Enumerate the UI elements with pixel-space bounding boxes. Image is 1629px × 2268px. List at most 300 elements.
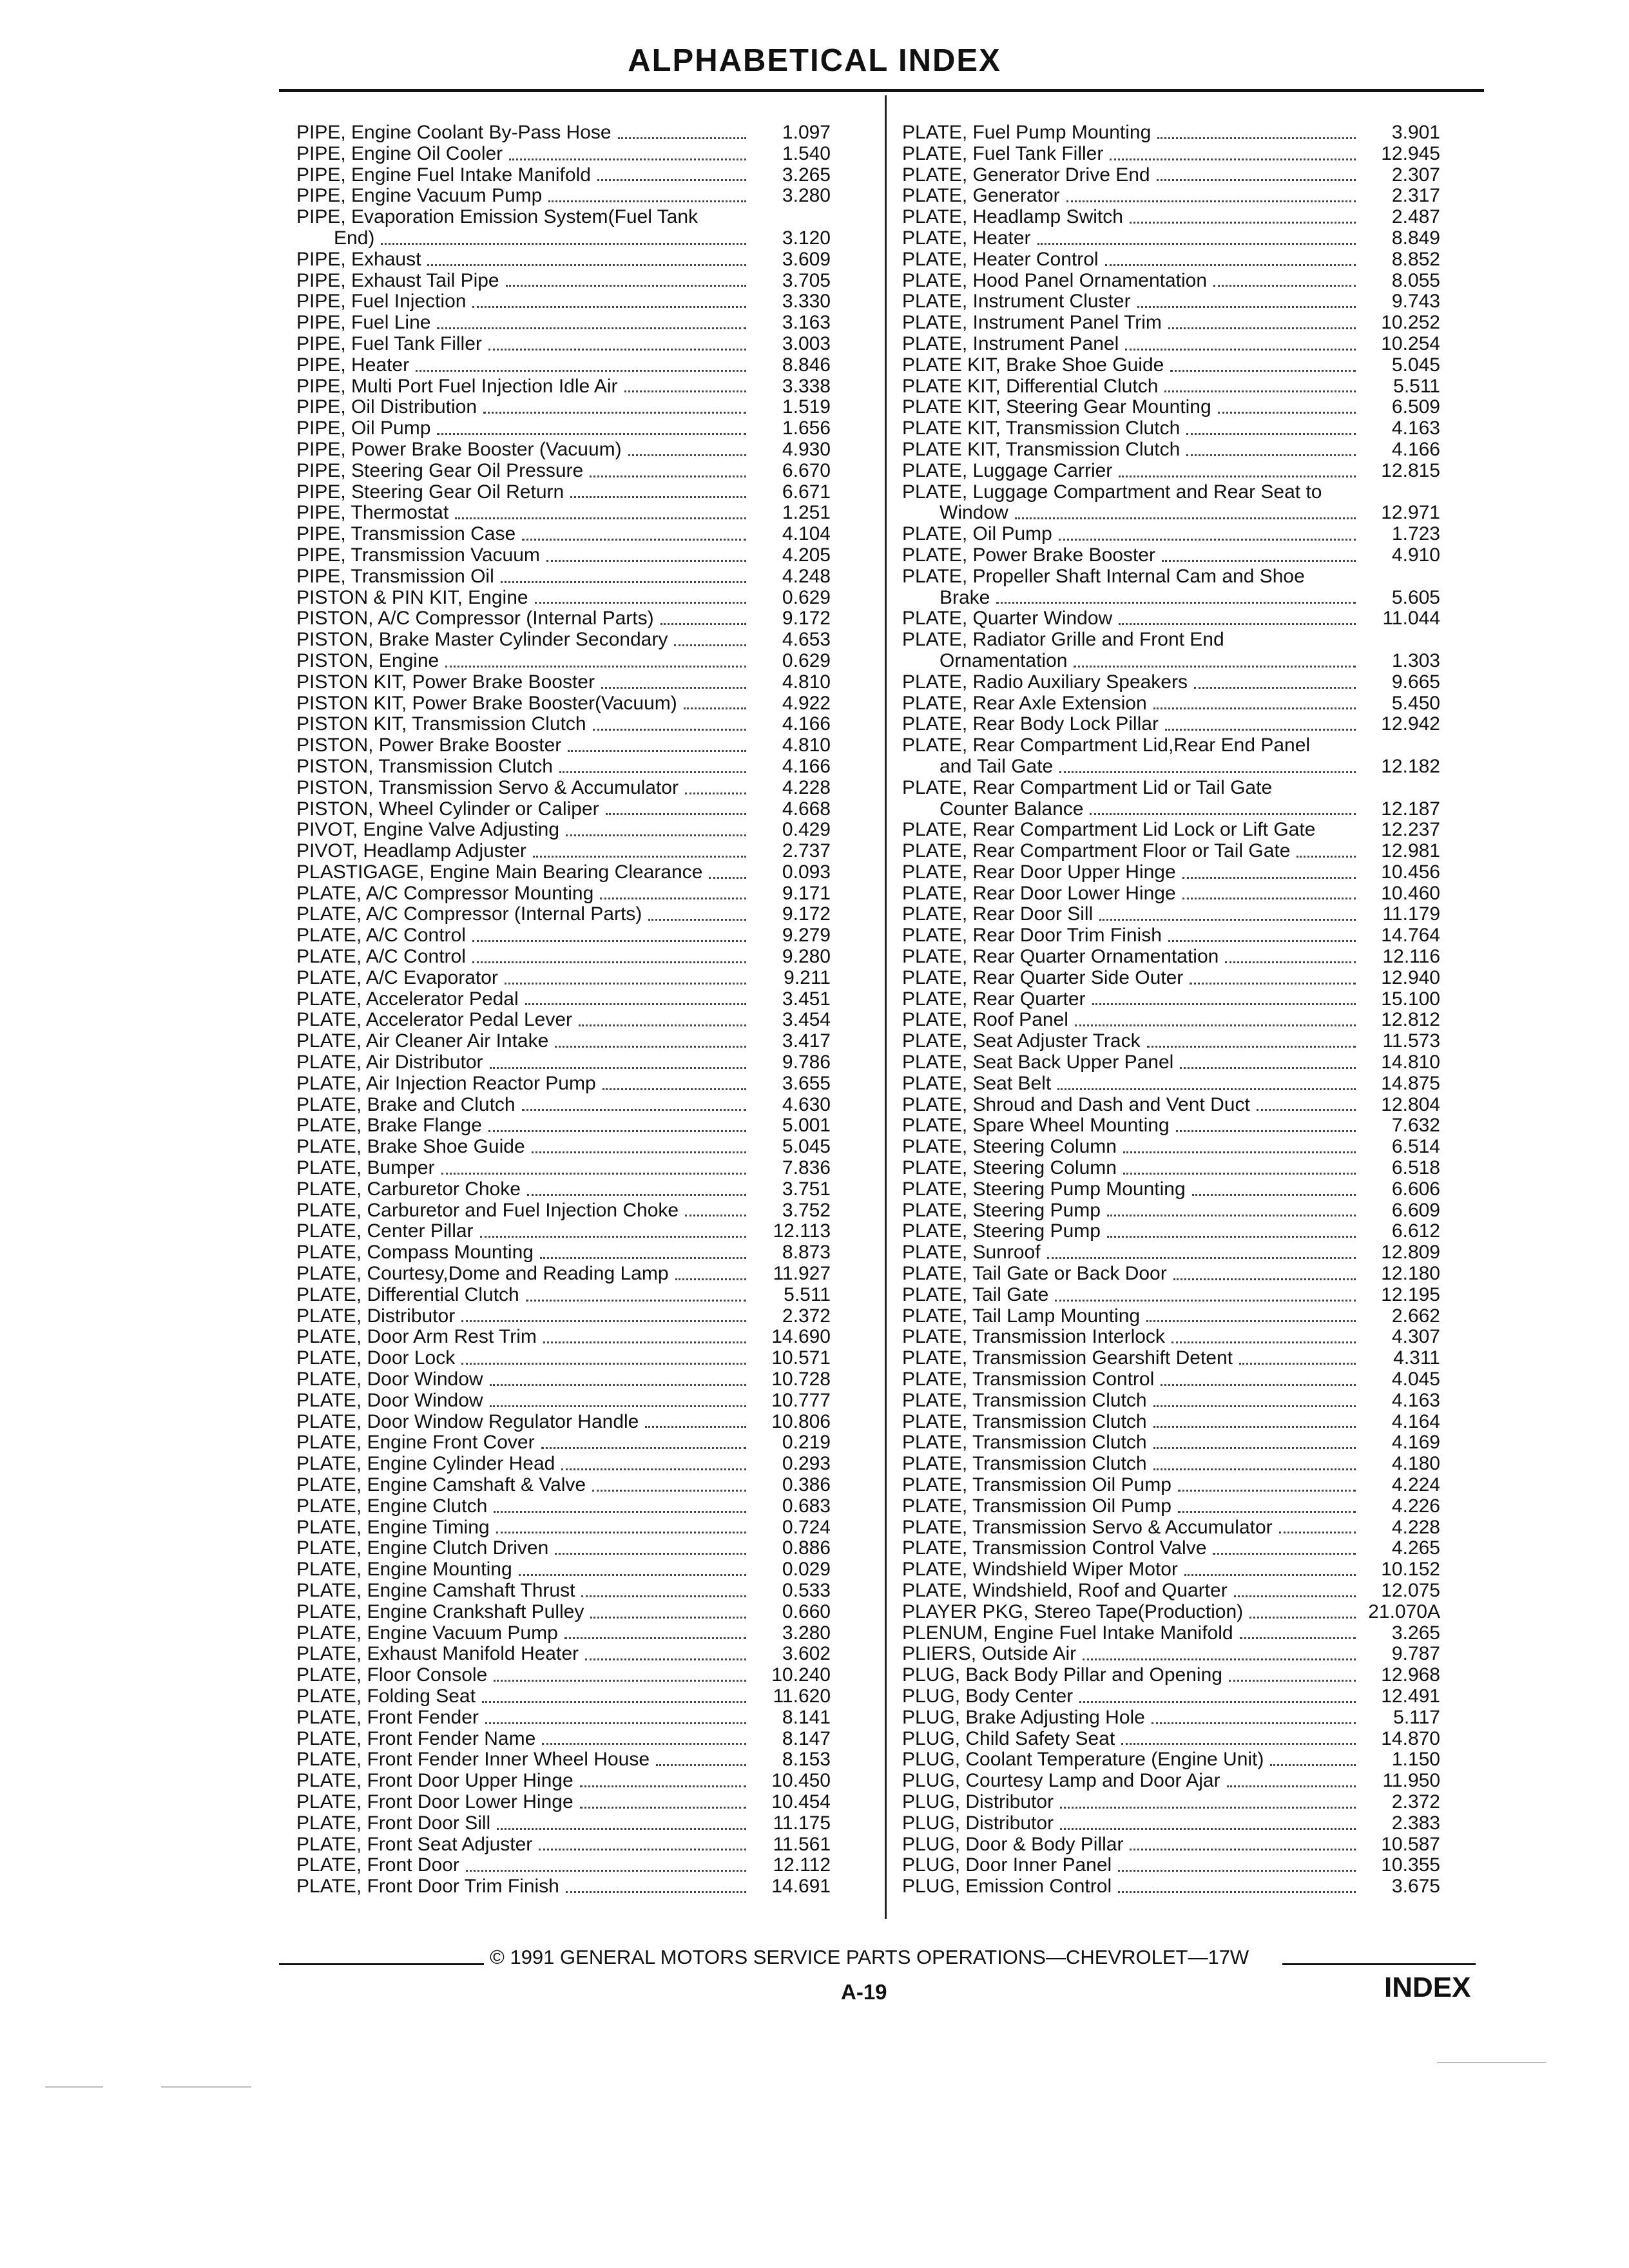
dot-leader	[540, 1257, 746, 1259]
entry-name: PIVOT, Engine Valve Adjusting	[296, 819, 560, 841]
index-entry	[902, 186, 1482, 207]
dot-leader	[1296, 856, 1356, 858]
entry-name: PLATE KIT, Differential Clutch	[902, 375, 1159, 397]
dot-leader	[581, 1595, 746, 1597]
dot-leader	[1147, 1046, 1356, 1048]
dot-leader	[1137, 306, 1356, 308]
entry-page: 0.293	[782, 1453, 831, 1475]
entry-name: PLATE, Windshield, Roof and Quarter	[902, 1579, 1228, 1601]
index-entry	[902, 989, 1482, 1010]
entry-page: 9.211	[784, 966, 831, 988]
entry-page: 12.182	[1381, 755, 1440, 777]
dot-leader	[466, 1870, 746, 1872]
index-entry	[296, 397, 863, 418]
index-entry	[902, 778, 1482, 799]
entry-page: 15.100	[1381, 988, 1440, 1010]
entry-name: PLIERS, Outside Air	[902, 1643, 1077, 1665]
dot-leader	[580, 1785, 746, 1787]
dot-leader	[381, 243, 746, 245]
dot-leader	[1119, 623, 1356, 625]
entry-page: 9.172	[782, 903, 831, 925]
entry-name: PLATE, A/C Compressor (Internal Parts)	[296, 903, 642, 925]
dot-leader	[1279, 1532, 1356, 1533]
dot-leader	[1130, 222, 1356, 224]
dot-leader	[568, 750, 746, 752]
entry-name: PLATE, Accelerator Pedal	[296, 988, 519, 1010]
entry-name: PLATE, Tail Gate or Back Door	[902, 1263, 1167, 1285]
entry-page: 4.307	[1391, 1326, 1440, 1348]
dot-leader	[1213, 1553, 1356, 1555]
entry-page: 3.454	[782, 1009, 831, 1031]
entry-page: 4.205	[782, 544, 831, 566]
entry-page: 12.237	[1381, 819, 1440, 841]
entry-page: 3.901	[1391, 122, 1440, 143]
index-entry	[296, 862, 863, 883]
dot-leader	[592, 1490, 746, 1492]
dot-leader	[525, 1003, 746, 1005]
dot-leader	[1105, 264, 1356, 266]
index-entry	[902, 1834, 1482, 1856]
index-column-right	[902, 122, 1482, 1898]
entry-page: 4.311	[1393, 1347, 1440, 1369]
entry-page: 1.540	[782, 142, 831, 164]
index-entry	[296, 588, 863, 609]
index-entry	[296, 1538, 863, 1559]
index-entry	[296, 334, 863, 355]
index-entry	[902, 883, 1482, 905]
entry-name: PLATE, Tail Lamp Mounting	[902, 1305, 1141, 1327]
entry-page: 2.307	[1391, 164, 1440, 186]
entry-name: PISTON, Power Brake Booster	[296, 735, 562, 756]
entry-page: 5.045	[782, 1136, 831, 1158]
dot-leader	[580, 1807, 746, 1809]
entry-page: 0.886	[782, 1537, 831, 1559]
entry-page: 4.265	[1391, 1537, 1440, 1559]
entry-page: 3.451	[782, 988, 831, 1010]
entry-page: 6.670	[782, 459, 831, 481]
entry-name: PLATE, Air Injection Reactor Pump	[296, 1072, 596, 1094]
index-entry	[902, 355, 1482, 376]
entry-name: PIPE, Engine Vacuum Pump	[296, 185, 543, 207]
dot-leader	[535, 602, 746, 604]
entry-name: PIPE, Multi Port Fuel Injection Idle Air	[296, 375, 618, 397]
dot-leader	[519, 1574, 746, 1576]
entry-name-continued: Brake	[940, 586, 990, 608]
entry-name-continued: and Tail Gate	[940, 755, 1054, 777]
index-entry	[902, 1412, 1482, 1433]
entry-name: PLATE, Rear Compartment Floor or Tail Gate	[902, 840, 1291, 862]
entry-page: 12.968	[1381, 1664, 1440, 1686]
entry-page: 12.940	[1381, 966, 1440, 988]
index-entry	[902, 1348, 1482, 1369]
dot-leader	[645, 1426, 746, 1428]
index-entry	[902, 566, 1482, 588]
entry-page: 12.945	[1381, 142, 1440, 164]
entry-page: 4.169	[1391, 1432, 1440, 1454]
entry-name: PLATE KIT, Transmission Clutch	[902, 438, 1181, 460]
index-entry	[902, 925, 1482, 947]
dot-leader	[1090, 813, 1356, 815]
entry-page: 11.561	[773, 1833, 831, 1855]
entry-page: 12.981	[1381, 840, 1440, 862]
index-entry	[296, 1010, 863, 1031]
index-entry	[296, 1792, 863, 1813]
entry-page: 9.172	[782, 608, 831, 629]
dot-leader	[539, 1849, 746, 1850]
entry-name: PLATE, Air Distributor	[296, 1052, 483, 1073]
entry-name: PLATE, Rear Axle Extension	[902, 692, 1147, 714]
entry-name: PLATE, Exhaust Manifold Heater	[296, 1643, 579, 1665]
index-entry	[902, 418, 1482, 439]
entry-page: 0.429	[782, 819, 831, 841]
dot-leader	[1176, 1130, 1356, 1132]
index-entry	[902, 862, 1482, 883]
index-entry	[296, 947, 863, 968]
index-entry	[296, 968, 863, 989]
dot-leader	[1249, 1617, 1356, 1619]
index-entry	[902, 376, 1482, 398]
entry-name: PLATE, Transmission Servo & Accumulator	[902, 1516, 1273, 1538]
dot-leader	[1055, 1300, 1356, 1302]
dot-leader	[1234, 1595, 1356, 1597]
entry-page: 4.810	[782, 671, 831, 693]
entry-page: 1.150	[1391, 1749, 1440, 1771]
entry-page: 3.675	[1391, 1876, 1440, 1898]
entry-page: 1.251	[782, 502, 831, 524]
dot-leader	[570, 496, 746, 498]
index-entry-continuation	[902, 503, 1482, 524]
index-entry	[296, 925, 863, 947]
entry-name: PLUG, Brake Adjusting Hole	[902, 1706, 1145, 1728]
entry-page: 5.117	[1393, 1706, 1440, 1728]
dot-leader	[606, 813, 746, 815]
index-entry	[296, 1559, 863, 1581]
dot-leader	[675, 1278, 746, 1280]
entry-name: PLATE, Engine Vacuum Pump	[296, 1622, 558, 1644]
dot-leader	[601, 687, 746, 689]
index-entry	[296, 1200, 863, 1222]
index-entry	[902, 1454, 1482, 1475]
entry-name: PLATE, A/C Control	[296, 925, 466, 947]
index-entry	[296, 439, 863, 461]
index-entry	[296, 1686, 863, 1707]
dot-leader	[1121, 1743, 1356, 1745]
entry-name: PLATE, Fuel Tank Filler	[902, 142, 1104, 164]
entry-name: PLATE, Rear Quarter Side Outer	[902, 966, 1184, 988]
dot-leader	[1057, 1088, 1356, 1090]
dot-leader	[1213, 285, 1356, 287]
index-entry	[902, 397, 1482, 418]
index-entry	[296, 186, 863, 207]
entry-name: PLATE, Rear Compartment Lid or Tail Gate	[902, 776, 1273, 798]
entry-name: PIPE, Steering Gear Oil Pressure	[296, 459, 584, 481]
entry-name: PLATE, Engine Camshaft & Valve	[296, 1474, 586, 1495]
index-entry	[296, 820, 863, 841]
entry-name: PLATE, Shroud and Dash and Vent Duct	[902, 1093, 1250, 1115]
index-entry	[902, 1665, 1482, 1686]
dot-leader	[684, 707, 746, 709]
index-entry	[296, 883, 863, 905]
entry-name: PLUG, Distributor	[902, 1812, 1054, 1834]
entry-page: 3.163	[782, 312, 831, 334]
entry-name: PISTON, Transmission Servo & Accumulator	[296, 776, 679, 798]
index-entry	[902, 608, 1482, 629]
index-entry-continuation	[902, 799, 1482, 820]
dot-leader	[709, 877, 746, 879]
entry-page: 3.705	[782, 269, 831, 291]
dot-leader	[1227, 1785, 1356, 1787]
dot-leader	[1060, 1807, 1356, 1809]
index-entry	[902, 1073, 1482, 1095]
dot-leader	[461, 1363, 746, 1365]
entry-page: 4.166	[782, 713, 831, 735]
entry-name: PLATE, Generator Drive End	[902, 164, 1150, 186]
entry-page: 10.152	[1381, 1559, 1440, 1581]
dot-leader	[624, 390, 746, 392]
entry-page: 1.519	[782, 396, 831, 418]
dot-leader	[996, 602, 1356, 604]
entry-page: 9.743	[1391, 291, 1440, 312]
entry-page: 10.571	[771, 1347, 831, 1369]
entry-page: 10.806	[771, 1410, 831, 1432]
index-entry-continuation	[902, 651, 1482, 672]
entry-name: PLATE, Seat Belt	[902, 1072, 1052, 1094]
entry-name: PLATE, Differential Clutch	[296, 1283, 519, 1305]
entry-page: 12.195	[1381, 1283, 1440, 1305]
entry-name: PIPE, Transmission Oil	[296, 565, 494, 587]
index-entry	[902, 841, 1482, 862]
entry-page: 0.029	[782, 1559, 831, 1581]
dot-leader	[685, 793, 746, 794]
entry-page: 9.786	[782, 1052, 831, 1073]
dot-leader	[1153, 1468, 1356, 1470]
entry-page: 2.317	[1391, 185, 1440, 207]
index-entry	[902, 672, 1482, 693]
entry-name: PISTON KIT, Transmission Clutch	[296, 713, 586, 735]
title-rule	[279, 89, 1484, 92]
dot-leader	[555, 1553, 746, 1555]
dot-leader	[1119, 476, 1356, 477]
dot-leader	[1153, 1426, 1356, 1428]
dot-leader	[494, 1680, 746, 1682]
dot-leader	[437, 327, 746, 329]
index-entry	[902, 165, 1482, 186]
dot-leader	[1153, 707, 1356, 709]
dot-leader	[542, 1743, 746, 1745]
index-entry	[902, 1644, 1482, 1665]
dot-leader	[488, 349, 746, 351]
entry-name: PLUG, Body Center	[902, 1685, 1074, 1707]
dot-leader	[593, 729, 746, 731]
entry-page: 8.147	[782, 1727, 831, 1749]
index-column-left	[296, 122, 863, 1898]
entry-page: 10.728	[771, 1369, 831, 1390]
dot-leader	[566, 1891, 746, 1893]
dot-leader	[1123, 1173, 1356, 1175]
index-entry	[296, 503, 863, 524]
index-entry	[296, 376, 863, 398]
entry-name: PLATE, Steering Column	[902, 1157, 1117, 1179]
entry-page: 4.228	[782, 776, 831, 798]
entry-page: 8.852	[1391, 248, 1440, 270]
index-entry	[296, 1517, 863, 1539]
entry-name: PLATE, Transmission Clutch	[902, 1410, 1147, 1432]
entry-page: 12.971	[1381, 502, 1440, 524]
entry-page: 5.450	[1391, 692, 1440, 714]
index-entry	[296, 1285, 863, 1306]
entry-page: 12.112	[773, 1854, 831, 1876]
entry-name: PLATE, Compass Mounting	[296, 1242, 534, 1264]
dot-leader	[1059, 539, 1356, 541]
entry-name: PISTON, Brake Master Cylinder Secondary	[296, 629, 668, 651]
entry-page: 3.338	[782, 375, 831, 397]
index-entry	[902, 1855, 1482, 1876]
entry-page: 9.665	[1391, 671, 1440, 693]
index-entry	[902, 1200, 1482, 1222]
index-entry	[296, 524, 863, 545]
entry-page: 12.187	[1381, 798, 1440, 820]
entry-page: 4.910	[1391, 544, 1440, 566]
index-entry	[902, 1623, 1482, 1644]
index-entry	[902, 1306, 1482, 1327]
entry-name: PLATE, Engine Front Cover	[296, 1432, 535, 1454]
scan-speck	[45, 2086, 103, 2088]
entry-page: 11.620	[773, 1685, 831, 1707]
entry-name: PLATE, Radiator Grille and Front End	[902, 629, 1224, 651]
entry-page: 12.116	[1382, 946, 1440, 968]
dot-leader	[488, 1130, 746, 1132]
entry-name: PLATE, Engine Crankshaft Pulley	[296, 1600, 584, 1622]
entry-page: 3.280	[782, 1622, 831, 1644]
index-entry	[296, 1348, 863, 1369]
entry-name: PLUG, Door Inner Panel	[902, 1854, 1112, 1876]
entry-name: PLATE, Door Window	[296, 1389, 483, 1411]
dot-leader	[1083, 1658, 1356, 1660]
entry-page: 2.383	[1391, 1812, 1440, 1834]
entry-page: 6.518	[1391, 1157, 1440, 1179]
entry-name: PLATE, Carburetor Choke	[296, 1178, 521, 1200]
index-entry	[296, 461, 863, 482]
index-entry	[902, 1179, 1482, 1200]
entry-page: 4.668	[782, 798, 831, 820]
index-entry	[902, 968, 1482, 989]
entry-page: 9.171	[782, 882, 831, 904]
entry-page: 12.812	[1381, 1009, 1440, 1031]
index-entry	[902, 1538, 1482, 1559]
page-title: ALPHABETICAL INDEX	[628, 43, 1001, 78]
index-entry	[296, 1855, 863, 1876]
index-entry	[296, 1454, 863, 1475]
entry-name: PLATE, Rear Quarter	[902, 988, 1086, 1010]
entry-name: PLATE, Steering Pump	[902, 1220, 1101, 1242]
entry-page: 10.456	[1381, 861, 1440, 883]
dot-leader	[1182, 877, 1356, 879]
index-entry	[296, 1052, 863, 1073]
entry-page: 3.655	[782, 1072, 831, 1094]
footer-copyright: © 1991 GENERAL MOTORS SERVICE PARTS OPERATIONS—CHEVROLET—17W	[490, 1946, 1249, 1968]
entry-page: 0.629	[782, 586, 831, 608]
entry-page: 5.511	[784, 1283, 831, 1305]
dot-leader	[490, 1067, 746, 1069]
entry-name: PIPE, Transmission Case	[296, 523, 516, 545]
entry-page: 10.777	[771, 1389, 831, 1411]
index-entry	[902, 439, 1482, 461]
entry-name: PISTON & PIN KIT, Engine	[296, 586, 528, 608]
index-entry	[902, 334, 1482, 355]
dot-leader	[533, 856, 746, 858]
index-entry	[902, 1792, 1482, 1813]
entry-name: PLATE, A/C Evaporator	[296, 966, 498, 988]
entry-name: PLATE, Front Fender Name	[296, 1727, 536, 1749]
dot-leader	[497, 1828, 746, 1830]
entry-name: PIPE, Oil Distribution	[296, 396, 477, 418]
index-entry	[902, 714, 1482, 735]
dot-leader	[590, 1617, 746, 1619]
index-entry	[296, 1876, 863, 1898]
index-entry	[902, 461, 1482, 482]
dot-leader	[543, 1341, 746, 1343]
entry-page: 12.815	[1381, 459, 1440, 481]
entry-name: PIVOT, Headlamp Adjuster	[296, 840, 526, 862]
entry-page: 14.810	[1381, 1052, 1440, 1073]
dot-leader	[427, 264, 746, 266]
entry-page: 6.514	[1391, 1136, 1440, 1158]
entry-name: PLATE, Front Fender Inner Wheel House	[296, 1749, 650, 1771]
dot-leader	[1178, 1511, 1356, 1513]
index-entry-continuation	[296, 228, 863, 249]
entry-name: PLATE, Front Door Trim Finish	[296, 1876, 559, 1898]
index-entry	[902, 947, 1482, 968]
index-entry	[296, 1771, 863, 1792]
entry-page: 6.509	[1391, 396, 1440, 418]
entry-page: 0.629	[782, 649, 831, 671]
entry-name-continued: Ornamentation	[940, 649, 1068, 671]
index-entry	[902, 524, 1482, 545]
dot-leader	[1059, 771, 1356, 773]
dot-leader	[532, 1151, 746, 1153]
entry-name: PLATE, Bumper	[296, 1157, 435, 1179]
dot-leader	[1257, 1109, 1356, 1111]
index-entry	[296, 1115, 863, 1137]
entry-name: PLATE, Floor Console	[296, 1664, 488, 1686]
index-entry	[296, 629, 863, 651]
index-entry	[296, 144, 863, 165]
entry-page: 4.248	[782, 565, 831, 587]
dot-leader	[1099, 919, 1356, 921]
dot-leader	[548, 200, 746, 202]
dot-leader	[561, 1468, 746, 1470]
entry-name: PIPE, Engine Coolant By-Pass Hose	[296, 122, 612, 143]
dot-leader	[1123, 1151, 1356, 1153]
footer-rule-right	[1282, 1963, 1476, 1965]
entry-page: 6.671	[782, 481, 831, 503]
entry-name: PLATE, Transmission Gearshift Detent	[902, 1347, 1233, 1369]
entry-page: 12.180	[1381, 1263, 1440, 1285]
dot-leader	[590, 476, 746, 477]
index-entry	[296, 735, 863, 756]
entry-name: PIPE, Exhaust Tail Pipe	[296, 269, 499, 291]
entry-name: PIPE, Heater	[296, 354, 410, 376]
entry-page: 14.690	[771, 1326, 831, 1348]
index-entry	[296, 165, 863, 186]
dot-leader	[618, 137, 746, 139]
entry-page: 3.330	[782, 291, 831, 312]
dot-leader	[656, 1764, 746, 1766]
dot-leader	[579, 1024, 746, 1026]
entry-name: PLUG, Back Body Pillar and Opening	[902, 1664, 1222, 1686]
entry-page: 2.372	[1391, 1791, 1440, 1812]
entry-page: 4.164	[1391, 1410, 1440, 1432]
